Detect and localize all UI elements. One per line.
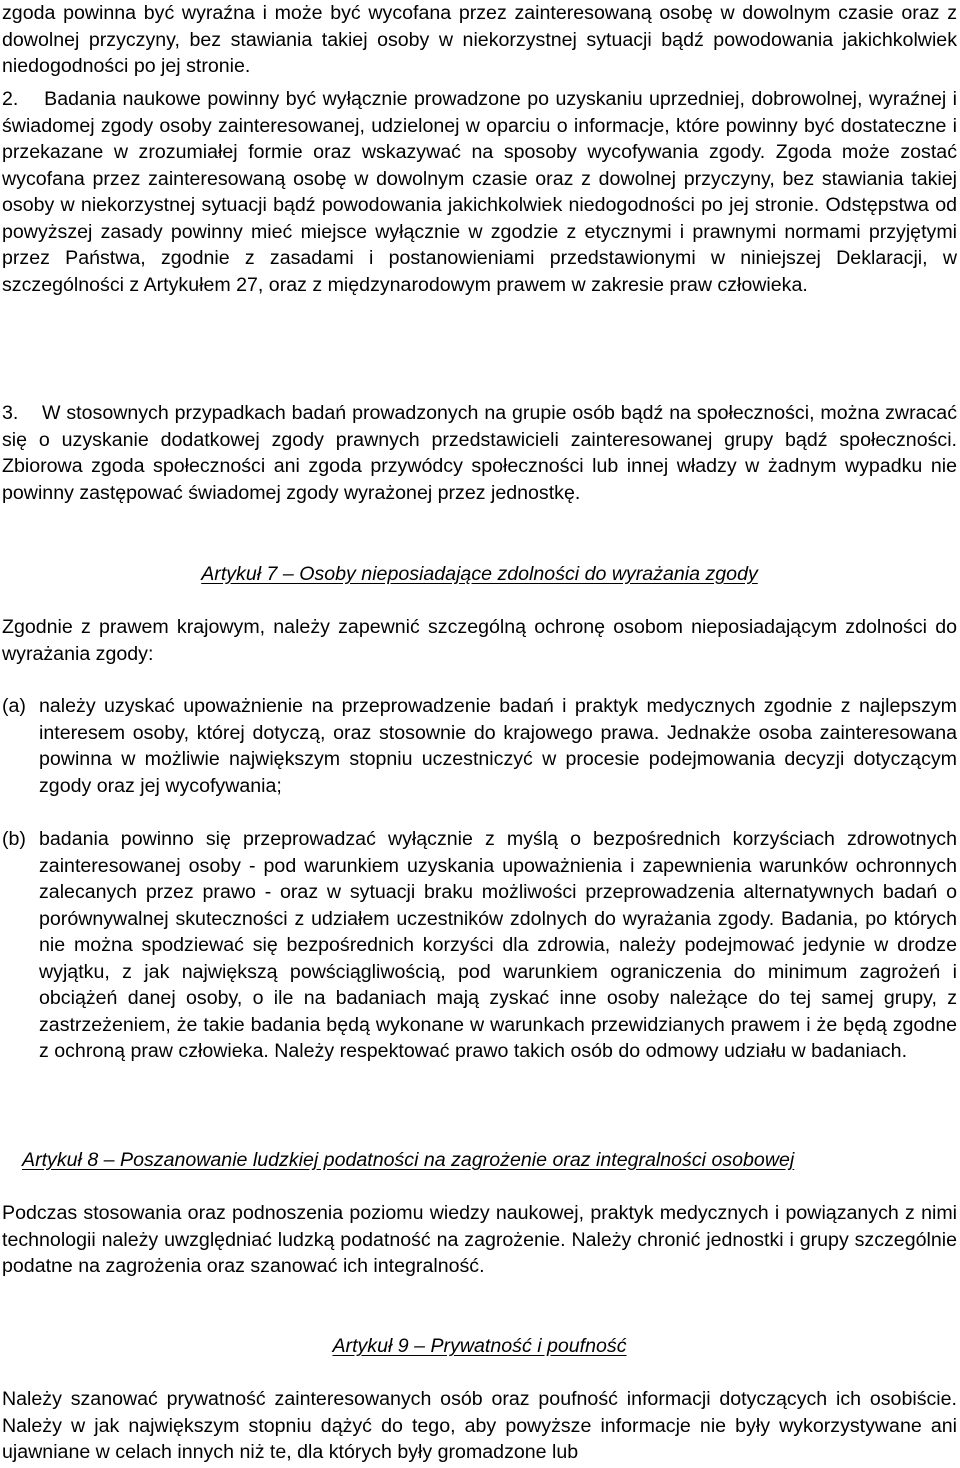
point-2-paragraph <box>2 86 957 298</box>
point-3-paragraph <box>2 400 957 506</box>
point-3-text: W stosownych przypadkach badań prowadzonych na grupie osób bądź na społeczności, można zwracać się o uzyskanie dodatkowej zgody prawnych przedstawicieli zainteresowanej grupy bądź społeczności. Zbiorowa zgoda społeczności ani zgoda przywódcy społeczności lub innej władzy w żadnym wypadku nie powinny zastępować świadomej zgody wyrażonej przez jednostkę. <box>2 402 957 504</box>
point-3-number: 3. <box>2 402 19 424</box>
item-b-text: badania powinno się przeprowadzać wyłącznie z myślą o bezpośrednich korzyściach zdrowotnych zainteresowanej osoby - pod warunkiem uzyskania upoważnienia i zapewnienia warunków ochronnych zalecanych przez prawo - oraz w sytuacji braku możliwości przeprowadzenia alternatywnych badań o porównywalnej skuteczności z udziałem uczestników zdolnych do wyrażania zgody. Badania, po których nie można spodziewać się bezpośrednich korzyści dla zdrowia, należy podejmować jedynie w drodze wyjątku, z jak największą powściągliwością, pod warunkiem ograniczenia do minimum zagrożeń i obciążeń danej osoby, o ile na badaniach mają zyskać inne osoby należące do tej samej grupy, z zastrzeżeniem, że takie badania będą wykonane w warunkach przewidzianych prawem i że będą zgodne z ochroną praw człowieka. Należy respektować prawo takich osób do odmowy udziału w badaniach. <box>39 828 957 1062</box>
item-a-marker: (a) <box>2 695 26 717</box>
article-8-heading: Artykuł 8 – Poszanowanie ludzkiej podatności na zagrożenie oraz integralności osobowej <box>22 1149 795 1171</box>
item-a-text: należy uzyskać upoważnienie na przeprowadzenie badań i praktyk medycznych zgodnie z najlepszym interesem osoby, której dotyczą, oraz stosownie do krajowego prawa. Jednakże osoba zainteresowana powinna w możliwie największym stopniu uczestniczyć w procesie podejmowania decyzji dotyczącym zgody oraz jej wycofywania; <box>39 695 957 797</box>
point-2-number: 2. <box>2 88 19 110</box>
lead-paragraph: zgoda powinna być wyraźna i może być wycofana przez zainteresowaną osobę w dowolnym czasie oraz z dowolnej przyczyny, bez stawiania takiej osoby w niekorzystnej sytuacji bądź powodowania jakichkolwiek niedogodności po jej stronie. <box>2 2 957 77</box>
article-8-text: Podczas stosowania oraz podnoszenia poziomu wiedzy naukowej, praktyk medycznych i powiązanych z nimi technologii należy uwzględniać ludzką podatność na zagrożenie. Należy chronić jednostki i grupy szczególnie podatne na zagrożenia oraz szanować ich integralność. <box>2 1202 957 1277</box>
article-9-text: Należy szanować prywatność zainteresowanych osób oraz poufność informacji dotyczących ich osobiście. Należy w jak największym stopniu dążyć do tego, aby powyższe informacje nie były wykorzystywane ani ujawniane w celach innych niż te, dla których były gromadzone lub <box>2 1388 957 1463</box>
article-7-intro: Zgodnie z prawem krajowym, należy zapewnić szczególną ochronę osobom nieposiadającym zdolności do wyrażania zgody: <box>2 616 957 665</box>
article-9-heading: Artykuł 9 – Prywatność i poufność <box>332 1335 627 1357</box>
article-7-heading: Artykuł 7 – Osoby nieposiadające zdolności do wyrażania zgody <box>201 563 758 585</box>
item-b-marker: (b) <box>2 828 26 850</box>
point-2-text: Badania naukowe powinny być wyłącznie prowadzone po uzyskaniu uprzedniej, dobrowolnej, wyraźnej i świadomej zgody osoby zainteresowanej, udzielonej w oparciu o informacje, które powinny być dostateczne i przekazane w zrozumiałej formie oraz wskazywać na sposoby wycofywania zgody. Zgoda może zostać wycofana przez zainteresowaną osobę w dowolnym czasie oraz z dowolnej przyczyny, bez stawiania takiej osoby w niekorzystnej sytuacji bądź powodowania jakichkolwiek niedogodności po jej stronie. Odstępstwa od powyższej zasady powinny mieć miejsce wyłącznie w zgodzie z etycznymi i prawnymi normami przyjętymi przez Państwa, zgodnie z zasadami i postanowieniami przedstawionymi w niniejszej Deklaracji, w szczególności z Artykułem 27, oraz z międzynarodowym prawem w zakresie praw człowieka. <box>2 88 958 296</box>
